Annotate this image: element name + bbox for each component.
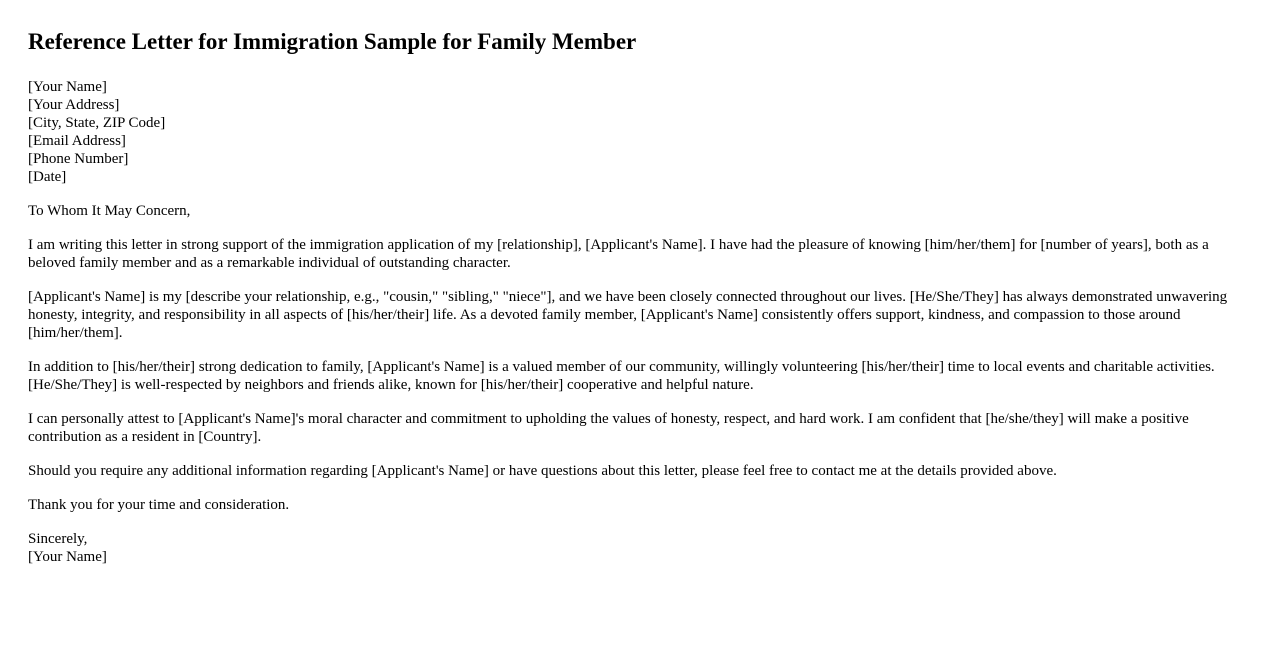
page-title: Reference Letter for Immigration Sample for Family Member — [28, 29, 637, 54]
salutation: To Whom It May Concern, — [28, 203, 191, 219]
closing-block — [28, 530, 1250, 566]
sender-name: [Your Name] — [28, 79, 107, 95]
sender-email: [Email Address] — [28, 133, 126, 149]
sender-address: [Your Address] — [28, 97, 120, 113]
closing: Sincerely, — [28, 531, 88, 547]
sender-phone: [Phone Number] — [28, 151, 129, 167]
body-paragraph-5: Should you require any additional information regarding [Applicant's Name] or have questions about this letter, please feel free to contact me at the details provided above. — [28, 463, 1057, 479]
sender-block — [28, 78, 1250, 186]
body-paragraph-2: [Applicant's Name] is my [describe your relationship, e.g., "cousin," "sibling," "niece"], and we have been closely connected throughout our lives. [He/She/They] has always demonstrated unwavering honesty, integrity, and responsibility in all aspects of [his/her/their] life. As a devoted family member, [Applicant's Name] consistently offers support, kindness, and compassion to those around [him/her/them]. — [28, 289, 1228, 341]
letter-date: [Date] — [28, 169, 67, 185]
signature: [Your Name] — [28, 549, 107, 565]
body-paragraph-1: I am writing this letter in strong support of the immigration application of my [relationship], [Applicant's Name]. I have had the pleasure of knowing [him/her/them] for [number of years], both as a beloved family member and as a remarkable individual of outstanding character. — [28, 237, 1209, 271]
body-paragraph-3: In addition to [his/her/their] strong dedication to family, [Applicant's Name] is a valued member of our community, willingly volunteering [his/her/their] time to local events and charitable activities. [He/She/They] is well-respected by neighbors and friends alike, known for [his/her/their] cooperative and helpful nature. — [28, 359, 1215, 393]
body-paragraph-6: Thank you for your time and consideration. — [28, 497, 290, 513]
body-paragraph-4: I can personally attest to [Applicant's Name]'s moral character and commitment to upholding the values of honesty, respect, and hard work. I am confident that [he/she/they] will make a positive contribution as a resident in [Country]. — [28, 411, 1189, 445]
sender-city-state-zip: [City, State, ZIP Code] — [28, 115, 166, 131]
